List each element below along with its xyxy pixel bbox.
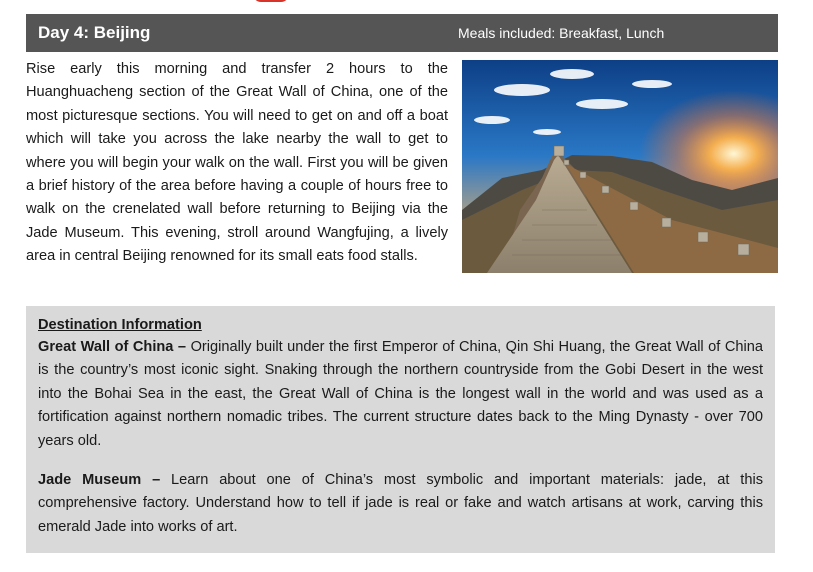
great-wall-text: Originally built under the first Emperor of China, Qin Shi Huang, the Great Wall of China is the country’s most iconic sight. Snaking through the northern countryside from the Gobi Desert in the west into the Bohai Sea in the east, the Great Wall of China is the longest wall in the world and was used as a fortification against northern nomadic tribes. The current structure dates back to the Ming Dynasty - over 700 years old. — [38, 339, 763, 449]
jade-museum-text: Learn about one of China’s most symbolic and important materials: jade, at this comprehensive factory. Understand how to tell if jade is real or fake and watch artisans at work, carving this emerald Jade into works of art. — [38, 472, 764, 535]
jade-museum-info — [38, 469, 763, 539]
logo-fragment — [253, 0, 289, 2]
jade-museum-name: Jade Museum — [38, 472, 142, 489]
jade-museum-separator: – — [141, 472, 172, 489]
day-title: Day 4: Beijing — [38, 23, 151, 42]
day-description: Rise early this morning and transfer 2 hours to the Huanghuacheng section of the Great Wall of China, one of the most picturesque sections. You will need to get on and off a boat which will take you across the lake nearby the wall to get to where you will begin your walk on the wall. First you will be given a brief history of the area before having a couple of hours free to walk on the crenelated wall before returning to Beijing via the Jade Museum. This evening, stroll around Wangfujing, a lively area in central Beijing renowned for its small eats food stalls. — [26, 61, 448, 265]
great-wall-separator: – — [173, 339, 191, 355]
destination-heading: Destination Information — [38, 317, 202, 333]
great-wall-photo — [462, 60, 778, 273]
day-header-bar — [26, 14, 778, 52]
meals-included: Meals included: Breakfast, Lunch — [458, 25, 665, 41]
great-wall-info — [38, 336, 763, 453]
great-wall-name: Great Wall of China — [38, 339, 174, 355]
destination-info-box — [26, 306, 775, 553]
